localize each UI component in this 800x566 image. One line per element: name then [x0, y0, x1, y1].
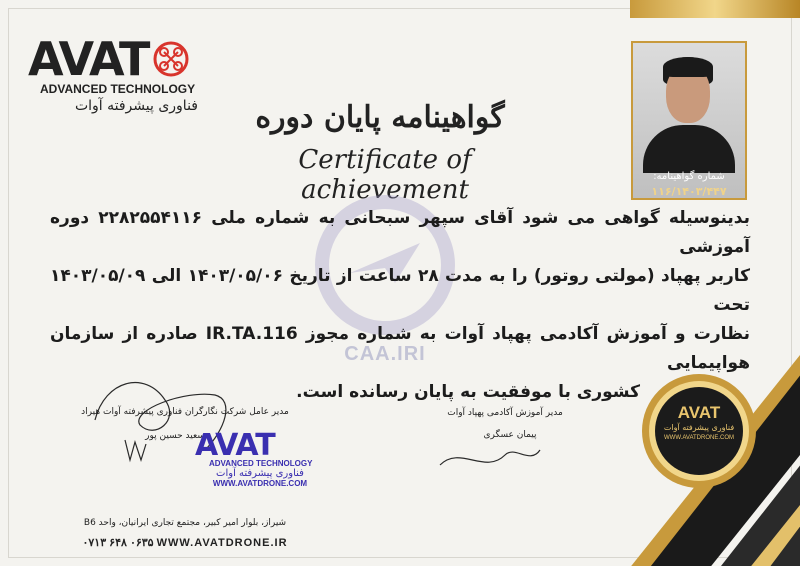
- watermark-text: CAA.IRI: [344, 343, 426, 365]
- left-signer-name: سعید حسین پور: [145, 431, 205, 441]
- logo-tagline-fa: فناوری پیشرفته آوات: [74, 98, 198, 114]
- logo-tagline-en: ADVANCED TECHNOLOGY: [40, 82, 196, 96]
- avat-logo: [28, 32, 238, 126]
- body-line-4: کشوری با موفقیت به پایان رسانده است.: [296, 382, 640, 402]
- stamp-website: WWW.AVATDRONE.COM: [212, 479, 308, 488]
- drone-icon: [153, 41, 189, 77]
- right-signer-title: مدیر آموزش آکادمی پهپاد آوات: [447, 408, 563, 418]
- body-line-2: کاربر پهپاد (مولتی روتور) را به مدت ۲۸ ساعت از تاریخ ۱۴۰۳/۰۵/۰۶ الی ۱۴۰۳/۰۵/۰۹ تحت: [50, 266, 751, 315]
- stamp-tagline-en: ADVANCED TECHNOLOGY: [209, 459, 313, 468]
- footer-contact: ۰۷۱۳ ۶۴۸ ۰۶۳۵ WWW.AVATDRONE.IR: [82, 537, 288, 549]
- stamp-wordmark: AVAT: [195, 428, 275, 463]
- footer-address: شیراز، بلوار امیر کبیر، مجتمع تجاری ایرانیان، واحد B6: [83, 518, 287, 528]
- stamp-tagline-fa: فناوری پیشرفته آوات: [216, 468, 304, 479]
- left-signer-title: مدیر عامل شرکت نگارگران فناوری پیشرفته آوات هیراد: [81, 407, 289, 417]
- gold-top-bar: [630, 0, 800, 18]
- certificate-title-fa: گواهینامه پایان دوره: [255, 100, 505, 135]
- seal-tagline: فناوری پیشرفته آوات: [663, 423, 735, 432]
- right-signer-name: پیمان عسگری: [483, 430, 537, 440]
- certificate-title-en: Certificate of achievement: [298, 145, 472, 205]
- certificate-number: ۱۱۶/۱۴۰۳/۴۴۷: [651, 185, 727, 198]
- seal-website: WWW.AVATDRONE.COM: [664, 435, 734, 441]
- seal-wordmark: AVAT: [677, 403, 721, 422]
- certificate-number-label: شماره گواهینامه:: [653, 171, 725, 182]
- body-line-1: بدینوسیله گواهی می شود آقای سپهر سبحانی به شماره ملی ۲۲۸۲۵۵۴۱۱۶ دوره آموزشی: [50, 208, 750, 257]
- logo-wordmark: AVAT: [28, 32, 149, 86]
- holder-photo: [631, 41, 747, 200]
- company-stamp: [195, 428, 355, 498]
- body-line-3: نظارت و آموزش آکادمی پهپاد آوات به شماره مجوز IR.TA.116 صادره از سازمان هواپیمایی: [50, 324, 750, 373]
